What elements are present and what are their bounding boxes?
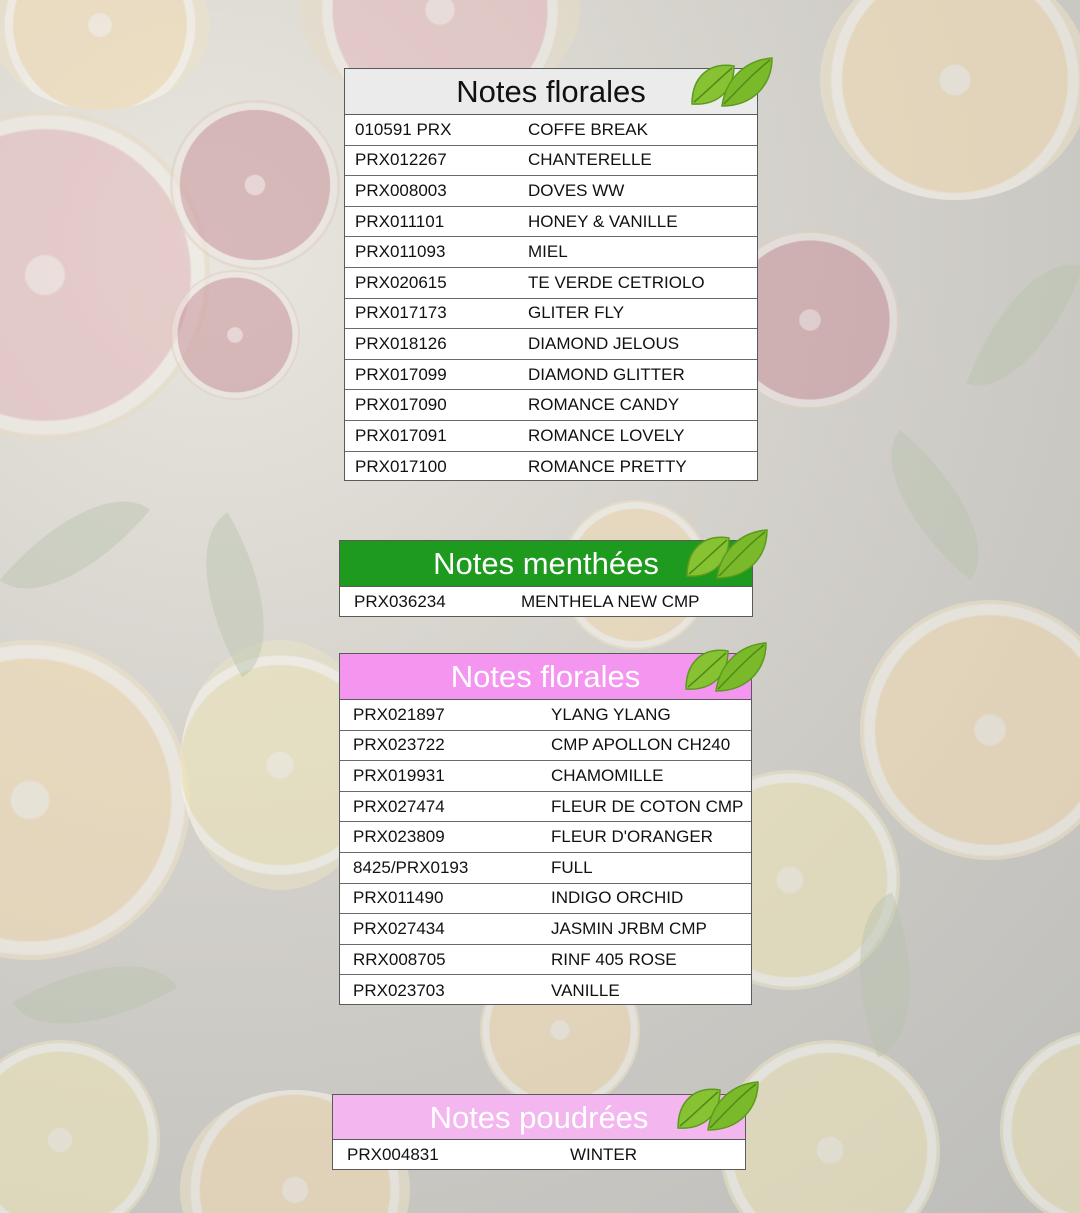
product-code: PRX004831: [347, 1145, 439, 1164]
product-name: CHANTERELLE: [528, 150, 652, 170]
product-code: PRX017100: [355, 456, 447, 476]
product-name: ROMANCE CANDY: [528, 395, 680, 415]
product-code: PRX036234: [354, 592, 446, 611]
product-code: PRX017090: [355, 395, 447, 415]
product-name: MENTHELA NEW CMP: [521, 592, 700, 611]
product-code: PRX020615: [355, 272, 447, 292]
product-code: PRX019931: [353, 765, 445, 785]
table-row: [345, 421, 757, 452]
product-code: PRX021897: [353, 704, 445, 724]
leaf-icon: [683, 526, 769, 586]
product-code: PRX023703: [353, 980, 445, 1000]
table-row: [345, 452, 757, 483]
product-code: PRX011101: [355, 211, 445, 231]
table-row: [345, 390, 757, 421]
table-row: [340, 731, 751, 762]
product-name: ROMANCE PRETTY: [528, 456, 687, 476]
product-name: COFFE BREAK: [528, 119, 648, 139]
table-row: [340, 587, 752, 617]
product-code: PRX023809: [353, 827, 445, 847]
notes-florales-table: [344, 68, 758, 481]
product-code: PRX012267: [355, 150, 447, 170]
section-title: Notes florales: [456, 74, 646, 109]
product-name: JASMIN JRBM CMP: [551, 918, 707, 938]
product-name: DIAMOND GLITTER: [528, 364, 685, 384]
product-code: PRX017099: [355, 364, 447, 384]
product-name: MIEL: [528, 242, 568, 262]
table-row: [345, 299, 757, 330]
product-name: TE VERDE CETRIOLO: [528, 272, 705, 292]
product-name: WINTER: [570, 1145, 638, 1164]
product-name: CHAMOMILLE: [551, 765, 664, 785]
table-row: [345, 176, 757, 207]
table-row: [345, 360, 757, 391]
table-row: [340, 822, 751, 853]
product-name: YLANG YLANG: [551, 704, 671, 724]
product-code: PRX027434: [353, 918, 445, 938]
product-code: RRX008705: [353, 949, 446, 969]
table-row: [345, 115, 757, 146]
product-name: DIAMOND JELOUS: [528, 333, 680, 353]
table-row: [340, 792, 751, 823]
table-row: [345, 207, 757, 238]
product-name: ROMANCE LOVELY: [528, 425, 685, 445]
product-name: GLITER FLY: [528, 303, 625, 323]
table-row: [340, 914, 751, 945]
table-body: [345, 115, 757, 482]
product-name: RINF 405 ROSE: [551, 949, 677, 969]
table-row: [345, 268, 757, 299]
leaf-icon: [688, 54, 774, 114]
table-row: [340, 700, 751, 731]
table-body: [340, 587, 752, 617]
leaf-icon: [674, 1078, 760, 1138]
table-row: [345, 237, 757, 268]
product-code: PRX017091: [355, 425, 447, 445]
product-name: FLEUR D'ORANGER: [551, 827, 713, 847]
product-code: 8425/PRX0193: [353, 857, 469, 877]
leaf-icon: [682, 639, 768, 699]
product-name: FLEUR DE COTON CMP: [551, 796, 744, 816]
product-code: PRX008003: [355, 180, 447, 200]
product-code: 010591 PRX: [355, 119, 452, 139]
product-name: HONEY & VANILLE: [528, 211, 678, 231]
table-row: [345, 146, 757, 177]
table-body: [340, 700, 751, 1006]
table-body: [333, 1140, 745, 1170]
product-name: FULL: [551, 857, 593, 877]
table-row: [345, 329, 757, 360]
notes-florales-pink-table: [339, 653, 752, 1005]
product-code: PRX023722: [353, 735, 445, 755]
section-title: Notes florales: [450, 659, 641, 694]
product-code: PRX027474: [353, 796, 445, 816]
table-row: [340, 975, 751, 1006]
section-title: Notes menthées: [433, 546, 659, 581]
product-name: VANILLE: [551, 980, 620, 1000]
product-name: CMP APOLLON CH240: [551, 735, 731, 755]
table-row: [333, 1140, 745, 1170]
product-code: PRX011093: [355, 242, 446, 262]
table-row: [340, 761, 751, 792]
product-name: INDIGO ORCHID: [551, 888, 684, 908]
table-row: [340, 884, 751, 915]
product-name: DOVES WW: [528, 180, 625, 200]
product-code: PRX017173: [355, 303, 447, 323]
section-title: Notes poudrées: [429, 1099, 649, 1135]
table-row: [340, 853, 751, 884]
product-code: PRX018126: [355, 333, 447, 353]
table-row: [340, 945, 751, 976]
product-code: PRX011490: [353, 888, 444, 908]
